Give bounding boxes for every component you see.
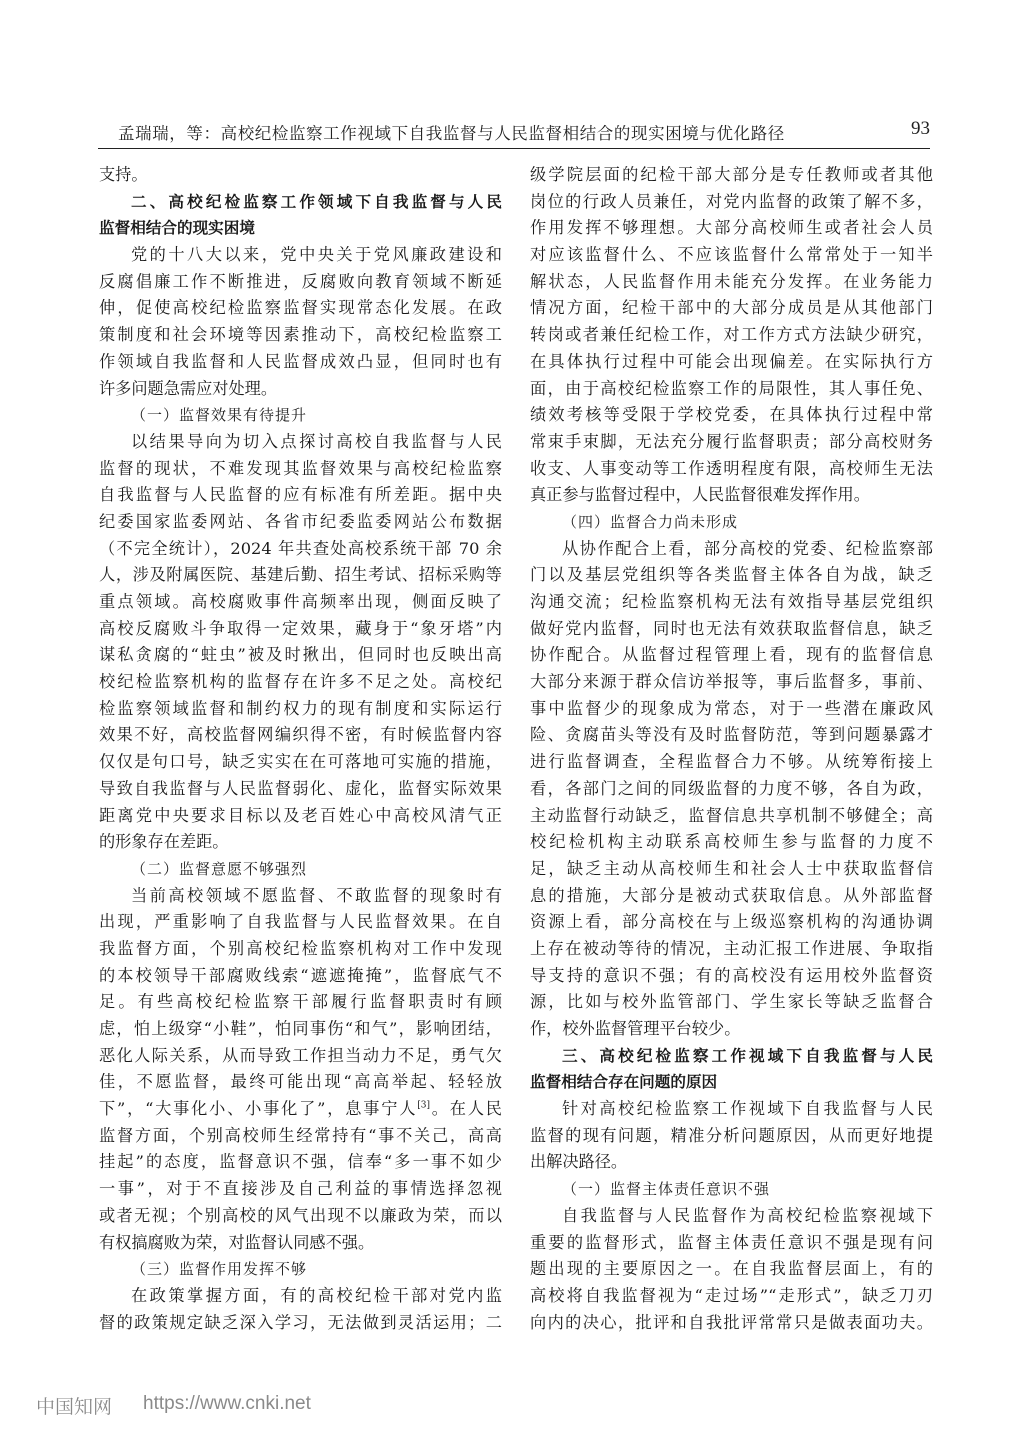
body-text-line: 距离党中央要求目标以及老百姓心中高校风清气正 (99, 805, 502, 825)
body-text-line: 主动监督行动缺乏，监督信息共享机制不够健全；高 (530, 805, 933, 825)
body-text-line: 监督的现有问题，精准分析问题原因，从而更好地提 (530, 1125, 933, 1145)
cnki-url[interactable]: https://www.cnki.net (143, 1393, 311, 1414)
body-text-line: 仅仅是句口号，缺乏实实在在可落地可实施的措施， (99, 752, 502, 772)
body-text-line: 足。有些高校纪检监察干部履行监督职责时有顾 (99, 992, 502, 1012)
body-text-line: 息的措施，大部分是被动式获取信息。从外部监督 (530, 885, 933, 905)
body-text-line: 挂起”的态度，监督意识不强，信奉“多一事不如少 (99, 1152, 502, 1172)
body-text-line: 佳，不愿监督，最终可能出现“高高举起、轻轻放 (99, 1072, 502, 1092)
body-text-line: 作领域自我监督和人民监督成效凸显，但同时也有 (99, 351, 502, 371)
body-text-line: 绩效考核等受限于学校党委，在具体执行过程中常 (530, 405, 933, 425)
body-text-line (99, 1096, 502, 1123)
body-text-line: 伸，促使高校纪检监察监督实现常态化发展。在政 (99, 298, 502, 318)
section-heading: 监督相结合的现实困境 (99, 219, 255, 238)
body-text-line: 事中监督少的现象成为常态，对于一些潜在廉政风 (530, 698, 933, 718)
body-text-line: 转岗或者兼任纪检工作，对工作方式方法缺少研究， (530, 325, 933, 345)
body-text-line: 险、贪腐苗头等没有及时监督防范，等到问题暴露才 (530, 725, 933, 745)
body-text-line: 反腐倡廉工作不断推进，反腐败向教育领域不断延 (99, 271, 502, 291)
body-text-line: 重要的监督形式，监督主体责任意识不强是现有问 (530, 1232, 933, 1252)
body-text-line: 支持。 (99, 165, 148, 184)
body-text-line: 解状态，人民监督作用未能充分发挥。在业务能力 (530, 271, 933, 291)
body-text-line: 上存在被动等待的情况，主动汇报工作进展、争取指 (530, 938, 933, 958)
citation-reference[interactable]: [3] (417, 1100, 430, 1111)
body-text-line: 或者无视；个别高校的风气出现不以廉政为荣，而以 (99, 1205, 502, 1225)
section-heading: 二、高校纪检监察工作领域下自我监督与人民 (131, 192, 502, 211)
text-segment: 。在人民 (430, 1099, 502, 1119)
body-text-line: 收支、人事变动等工作透明程度有限，高校师生无法 (530, 458, 933, 478)
body-text-line: 沟通交流；纪检监察机构无法有效指导基层党组织 (530, 592, 933, 611)
body-text-line: 从协作配合上看，部分高校的党委、纪检监察部 (562, 538, 933, 558)
body-text-line: 源，比如与校外监管部门、学生家长等缺乏监督合 (530, 992, 933, 1012)
body-text-line: 出解决路径。 (530, 1152, 628, 1172)
body-text-line: 出现，严重影响了自我监督与人民监督效果。在自 (99, 912, 502, 932)
body-text-line: 的本校领导干部腐败线索“遮遮掩掩”，监督底气不 (99, 965, 502, 985)
body-text-line: 岗位的行政人员兼任，对党内监督的政策了解不多， (530, 191, 933, 211)
body-text-line: 真正参与监督过程中，人民监督很难发挥作用。 (530, 485, 870, 505)
text-segment: 下”，“大事化小、小事化了”，息事宁人 (99, 1099, 418, 1119)
body-text-line: 在具体执行过程中可能会出现偏差。在实际执行方 (530, 351, 933, 371)
body-text-line: 题出现的主要原因之一。在自我监督层面上，有的 (530, 1259, 933, 1279)
body-text-line: 做好党内监督，同时也无法有效获取监督信息，缺乏 (530, 618, 933, 638)
body-text-line: 资源上看，部分高校在与上级巡察机构的沟通协调 (530, 912, 933, 932)
body-text-line: 有权搞腐败为荣，对监督认同感不强。 (99, 1232, 375, 1252)
body-text-line: 进行监督调查，全程监督合力不够。从统筹衔接上 (530, 752, 933, 772)
running-title: 孟瑞瑞，等：高校纪检监察工作视域下自我监督与人民监督相结合的现实困境与优化路径 (118, 124, 785, 143)
body-text-line: 情况方面，纪检干部中的大部分成员是从其他部门 (530, 298, 933, 318)
body-text-line: 高校反腐败斗争取得一定效果，藏身于“象牙塔”内 (99, 618, 502, 638)
body-text-line: 以结果导向为切入点探讨高校自我监督与人民 (131, 431, 502, 451)
body-text-line: 校纪检监察机构的监督存在许多不足之处。高校纪 (99, 672, 502, 692)
section-heading: 监督相结合存在问题的原因 (530, 1073, 718, 1092)
right-column (530, 162, 933, 1336)
body-text-line: 恶化人际关系，从而导致工作担当动力不足，勇气欠 (99, 1045, 502, 1065)
running-header (98, 118, 930, 149)
body-text-line: 导支持的意识不强；有的高校没有运用校外监督资 (530, 965, 933, 985)
body-text-line: 向内的决心，批评和自我批评常常只是做表面功夫。 (530, 1312, 933, 1332)
section-heading: 三、高校纪检监察工作视域下自我监督与人民 (562, 1046, 933, 1065)
body-text-line: 在政策掌握方面，有的高校纪检干部对党内监 (131, 1285, 502, 1305)
body-text-line: 检监察领域监督和制约权力的现有制度和实际运行 (99, 698, 502, 718)
body-text-line: 导致自我监督与人民监督弱化、虚化，监督实际效果 (99, 778, 502, 798)
body-text-line: 策制度和社会环境等因素推动下，高校纪检监察工 (99, 325, 502, 345)
body-text-line: 监督方面，个别高校师生经常持有“事不关己，高高 (99, 1125, 502, 1145)
page-number: 93 (911, 118, 930, 139)
body-text-line: 足，缺乏主动从高校师生和社会人士中获取监督信 (530, 858, 933, 878)
body-text-line: （不完全统计），2024 年共查处高校系统干部 70 余 (99, 538, 502, 558)
subsection-heading: （一）监督主体责任意识不强 (562, 1180, 771, 1199)
subsection-heading: （四）监督合力尚未形成 (562, 512, 739, 531)
body-text-line: 面，由于高校纪检监察工作的局限性，其人事任免、 (530, 378, 933, 398)
body-text-line: 督的政策规定缺乏深入学习，无法做到灵活运用；二 (99, 1312, 502, 1332)
subsection-heading: （一）监督效果有待提升 (131, 406, 308, 425)
body-text-line: 自我监督与人民监督作为高校纪检监察视域下 (562, 1205, 933, 1225)
body-text-line: 重点领域。高校腐败事件高频率出现，侧面反映了 (99, 592, 502, 611)
body-text-line: 协作配合。从监督过程管理上看，现有的监督信息 (530, 645, 933, 665)
body-text-line: 谋私贪腐的“蛀虫”被及时揪出，但同时也反映出高 (99, 645, 502, 665)
body-text-line: 级学院层面的纪检干部大部分是专任教师或者其他 (530, 165, 933, 184)
subsection-heading: （二）监督意愿不够强烈 (131, 859, 308, 878)
body-text-line: 许多问题急需应对处理。 (99, 378, 278, 398)
body-text-line: 一事”，对于不直接涉及自己利益的事情选择忽视 (99, 1179, 502, 1199)
body-text-line: 我监督方面，个别高校纪检监察机构对工作中发现 (99, 938, 502, 958)
body-text-line: 监督的现状，不难发现其监督效果与高校纪检监察 (99, 458, 502, 478)
left-column (99, 162, 502, 1336)
body-text-line: 大部分来源于群众信访举报等，事后监督多，事前、 (530, 672, 933, 692)
body-text-line: 效果不好，高校监督网编织得不密，有时候监督内容 (99, 725, 502, 745)
body-text-line: 虑，怕上级穿“小鞋”，怕同事伤“和气”，影响团结， (99, 1019, 502, 1038)
body-text-line: 门以及基层党组织等各类监督主体各自为战，缺乏 (530, 565, 933, 585)
body-text-line: 当前高校领域不愿监督、不敢监督的现象时有 (131, 885, 502, 905)
body-text-line: 高校将自我监督视为“走过场”“走形式”，缺乏刀刃 (530, 1285, 933, 1305)
body-text-line: 作用发挥不够理想。大部分高校师生或者社会人员 (530, 218, 933, 238)
body-text-line: 纪委国家监委网站、各省市纪委监委网站公布数据 (99, 511, 502, 531)
body-text-line: 常束手束脚，无法充分履行监督职责；部分高校财务 (530, 431, 933, 451)
body-text-line: 党的十八大以来，党中央关于党风廉政建设和 (131, 245, 502, 265)
body-text-line: 看，各部门之间的同级监督的力度不够，各自为政， (530, 778, 933, 798)
body-text-line: 对应该监督什么、不应该监督什么常常处于一知半 (530, 245, 933, 265)
body-text-line: 作，校外监督管理平台较少。 (530, 1019, 741, 1038)
body-text-line: 的形象存在差距。 (99, 832, 229, 852)
body-text-line: 人，涉及附属医院、基建后勤、招生考试、招标采购等 (99, 565, 502, 585)
cnki-logo-text: 中国知网 (36, 1396, 113, 1418)
body-text-line: 校纪检机构主动联系高校师生参与监督的力度不 (530, 832, 933, 852)
subsection-heading: （三）监督作用发挥不够 (131, 1260, 308, 1279)
body-text-line: 自我监督与人民监督的应有标准有所差距。据中央 (99, 485, 502, 505)
body-text-line: 针对高校纪检监察工作视域下自我监督与人民 (562, 1099, 933, 1119)
